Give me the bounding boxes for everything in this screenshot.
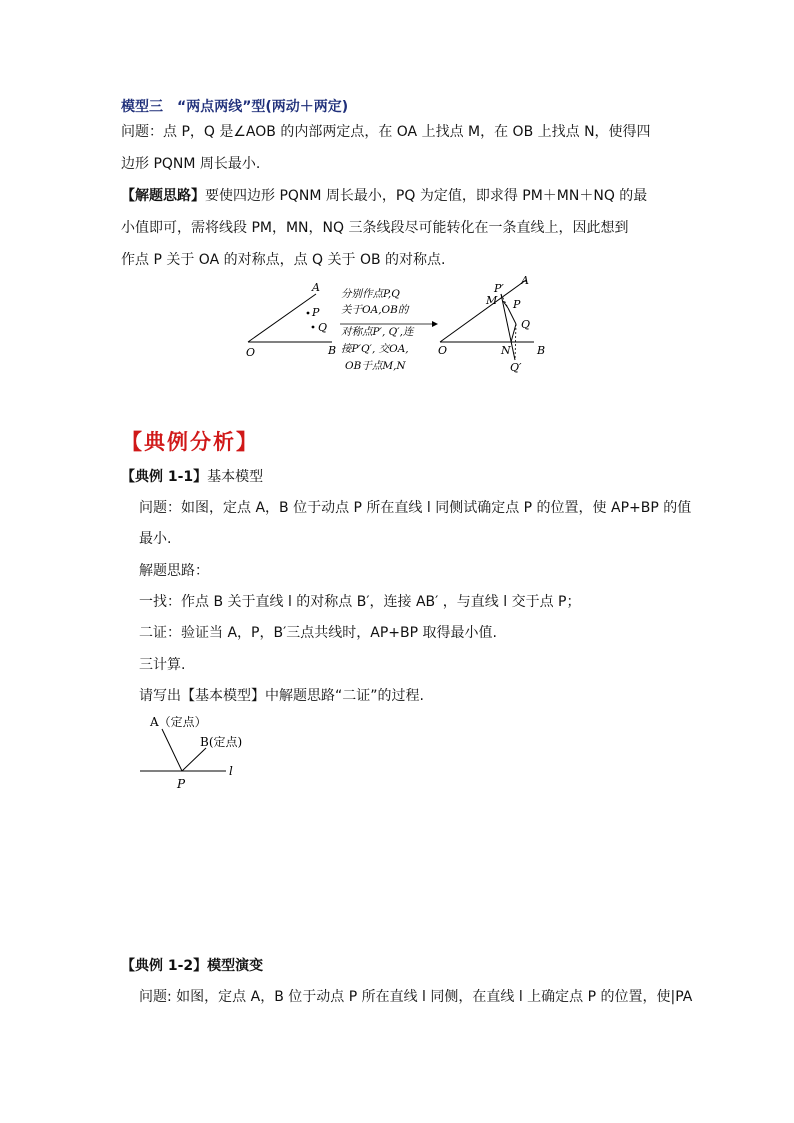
hint-text: 要使四边形 PQNM 周长最小，PQ 为定值，即求得 PM＋MN＋NQ 的最 bbox=[205, 188, 648, 204]
right-label-Qprime: Q′ bbox=[510, 361, 522, 374]
ex11-figure bbox=[136, 712, 266, 794]
ex11-title: 基本模型 bbox=[207, 469, 264, 485]
model3-hint-line3: 作点 P 关于 OA 的对称点，点 Q 关于 OB 的对称点. bbox=[121, 252, 446, 268]
model3-hint-line2: 小值即可，需将线段 PM，MN，NQ 三条线段尽可能转化在一条直线上，因此想到 bbox=[121, 220, 629, 236]
right-label-Pprime: P′ bbox=[494, 282, 504, 295]
ex12-problem-line1: 问题: 如图，定点 A，B 位于动点 P 所在直线 l 同侧，在直线 l 上确定点 P 的位置，使|PA bbox=[139, 989, 693, 1005]
ex11-idea: 解题思路： bbox=[139, 563, 209, 579]
arrow-text-4: 接P′Q′, 交OA, bbox=[341, 343, 409, 355]
ex11-heading bbox=[121, 467, 263, 487]
right-label-O: O bbox=[438, 344, 448, 357]
ex11-ask: 请写出【基本模型】中解题思路“二证”的过程. bbox=[139, 688, 424, 704]
ex12-label: 【典例 1-2】 bbox=[121, 958, 208, 974]
model3-problem-line2: 边形 PQNM 周长最小. bbox=[121, 156, 261, 172]
fig2-label-B: B(定点) bbox=[200, 735, 243, 749]
right-label-A: A bbox=[521, 274, 529, 287]
fig2-label-l: l bbox=[229, 764, 233, 778]
right-label-P: P bbox=[513, 298, 521, 311]
ex11-problem-line1: 问题：如图，定点 A，B 位于动点 P 所在直线 l 同侧试确定点 P 的位置，使 AP+BP 的值 bbox=[139, 500, 692, 516]
right-label-M: M bbox=[486, 294, 498, 307]
left-label-B: B bbox=[328, 344, 337, 357]
right-label-Q: Q bbox=[521, 318, 531, 331]
left-point-Q bbox=[312, 326, 315, 329]
arrow-text-3: 对称点P′, Q′,连 bbox=[341, 326, 414, 338]
left-label-A: A bbox=[312, 281, 320, 294]
arrow-text-5: OB于点M,N bbox=[345, 360, 406, 372]
ex12-heading bbox=[121, 956, 263, 976]
transform-arrow-head bbox=[432, 321, 438, 327]
hint-label: 【解题思路】 bbox=[121, 188, 205, 204]
arrow-text-2: 关于OA,OB的 bbox=[341, 304, 409, 316]
model3-title: 模型三 “两点两线”型(两动＋两定) bbox=[121, 99, 349, 115]
fig2-label-P: P bbox=[177, 777, 186, 791]
model3-figure bbox=[240, 272, 560, 380]
fig2-label-A: A（定点） bbox=[150, 715, 207, 729]
right-label-B: B bbox=[537, 344, 546, 357]
ex11-step2: 二证：验证当 A，P，B′三点共线时，AP+BP 取得最小值. bbox=[139, 625, 497, 641]
segment-BP bbox=[182, 748, 206, 771]
left-point-P bbox=[307, 312, 310, 315]
left-label-Q: Q bbox=[318, 321, 328, 334]
right-label-N: N bbox=[501, 344, 511, 357]
segment-AP bbox=[162, 729, 182, 771]
ex11-step1: 一找：作点 B 关于直线 l 的对称点 B′，连接 AB′ ，与直线 l 交于点 P； bbox=[139, 594, 581, 610]
ex11-label: 【典例 1-1】 bbox=[121, 469, 208, 485]
model3-problem-line1: 问题：点 P，Q 是∠AOB 的内部两定点，在 OA 上找点 M，在 OB 上找点 N，使得四 bbox=[121, 124, 651, 140]
ex11-problem-line2: 最小. bbox=[139, 531, 172, 547]
section-title-typical-analysis: 【典例分析】 bbox=[121, 429, 259, 454]
left-label-O: O bbox=[246, 346, 256, 359]
left-label-P: P bbox=[312, 306, 320, 319]
arrow-text-1: 分别作点P,Q bbox=[341, 288, 400, 300]
ex11-step3: 三计算. bbox=[139, 657, 186, 673]
ex12-title: 模型演变 bbox=[207, 958, 264, 974]
left-ray-OA bbox=[248, 294, 316, 342]
segment-QN bbox=[511, 324, 516, 342]
model3-hint-line1 bbox=[121, 186, 647, 206]
